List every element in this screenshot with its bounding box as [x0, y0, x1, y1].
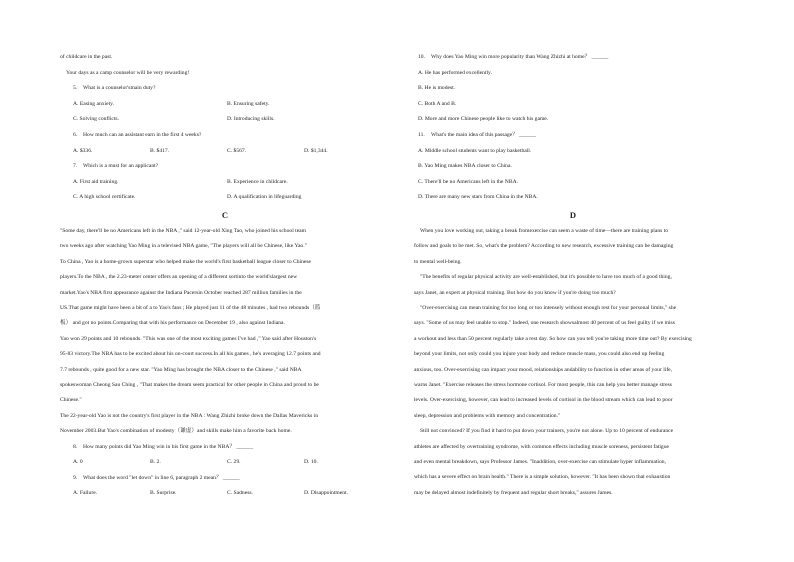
question-9: [60, 471, 390, 487]
passage-line: anxious, too. Over-exercising can impact your mood, relationships andability to function in other areas of your life,: [414, 366, 673, 373]
option: A. First aid training.: [73, 178, 119, 185]
options-6: [60, 144, 390, 160]
passage-line: and even mental breakdown, says Professor James. "Inaddition, over-exercise can stimulate hyper inflammation,: [414, 459, 666, 466]
question-5: [60, 81, 390, 97]
passage-line: When you love working out, taking a break fromexercise can seem a waste of time—there are training plans to: [420, 227, 669, 234]
question-number: 7.: [73, 163, 78, 170]
question-number: 9.: [73, 474, 78, 481]
question-number: 8.: [73, 443, 78, 450]
passage-line: Chinese.": [60, 397, 82, 404]
intro-line: Your days as a camp counselor will be very rewarding!: [66, 69, 190, 76]
option: C. $567.: [227, 147, 247, 154]
section-heading-d: D: [569, 209, 577, 220]
option: D. 10.: [304, 459, 318, 466]
option: B. Ensuring safety.: [227, 100, 270, 107]
passage-line: players.To the NBA , the 2.23-meter center offers an opening of a different sortinto the world'slargest new: [60, 274, 298, 281]
option: B. He is modest.: [418, 85, 456, 92]
passage-line: levels. Over-exercising, however, can lead to increased levels of cortisol in the blood stream which can lead to poor: [414, 397, 673, 404]
section-heading-c: C: [221, 209, 229, 220]
question-text: Which is a must for an applicant?: [83, 163, 159, 170]
option: B. $417.: [150, 147, 170, 154]
passage-line: The 22-year-old Yao is not the country's first player in the NBA : Wang Zhizhi broke down the Dallas Mavericks in: [60, 412, 319, 419]
question-text: Why does Yao Ming win more popularity than Wang Zhizhi at home？ ______: [431, 54, 609, 60]
passage-line: to mental well-being.: [414, 258, 462, 265]
passage-line: To China , Yao is a home-grown superstar who helped make the world's first basketball league closer to Chinese: [60, 258, 312, 265]
option: D. More and more Chinese people like to watch his game.: [418, 116, 549, 123]
passage-line: says. "Some of us may feel unable to stop." Indeed, one research showsalmost 40 percent of us feel guilty if we miss: [414, 320, 675, 327]
left-column: [60, 50, 390, 502]
options-8: [60, 455, 390, 471]
option: B. Surprise.: [150, 490, 177, 497]
options-5: [60, 112, 390, 128]
option: B. Experience in childcare.: [227, 178, 288, 185]
option: C. 29.: [227, 459, 241, 466]
passage-line: may be delayed almost indefinitely by frequent and regular short breaks," assures James.: [414, 489, 613, 496]
passage-line: market.Yao's NBA first appearance against the Indiana Pacersin October reached 287 million families in the: [60, 289, 302, 296]
passage-line: "The benefits of regular physical activity are well-established, but it's possible to have too much of a good thing,: [420, 274, 672, 281]
intro-line: of childcare in the past.: [60, 54, 113, 60]
passage-line: spokeswoman Cheong Sau Ching , "That makes the dream seem practical for other people in China and proud to be: [60, 382, 319, 388]
option: A. Middle school students want to play basketball.: [418, 147, 532, 154]
option: C. Both A and B.: [418, 100, 457, 107]
question-text: How many points did Yao Ming win in his first game in the NBA？ ______: [83, 443, 254, 450]
passage-line: sleep, depression and problems with memory and concentration.": [414, 412, 561, 419]
option: C. Sadness.: [227, 490, 253, 497]
question-7: [60, 159, 390, 175]
passage-line: Still not convinced? If you find it hard to put down your trainers, you're not alone. Up to 10 percent of endurance: [420, 428, 674, 435]
question-number: 5.: [73, 85, 78, 92]
passage-line: warns Janet. "Exercise releases the stress hormone cortisol. For most people, this can help you better manage stress: [414, 382, 672, 388]
passage-line: November 2003.But Yao's combination of modesty（谦虚）and skills make him a favorite back home.: [60, 428, 292, 435]
passage-line: beyond your limits, not only could you injure your body and reduce muscle mass, you could also end up feeling: [414, 351, 665, 358]
option: C. A high school certificate.: [73, 194, 136, 201]
question-11: [414, 128, 732, 144]
passage-line: athletes are affected by overtraining syndrome, with common effects including muscle soreness, persistent fatigue: [414, 443, 670, 450]
option: D. Disappointment.: [304, 490, 348, 497]
option: C. There'll be no Americans left in the NBA.: [418, 178, 519, 185]
passage-line: "Over-exercising can mean training for too long or too intensely without enough rest for your personal limits," she: [420, 304, 677, 311]
passage-line: 95-83 victory.The NBA has to be excited about his on-court success.In all his games , he's averaging 12.7 points and: [60, 351, 321, 358]
passage-line: two weeks ago after watching Yao Ming in a televised NBA game, "The players will all be Chinese, like Yao.": [60, 243, 307, 250]
right-column: [414, 50, 732, 501]
options-9: [60, 486, 390, 502]
passage-line: 7.7 rebounds , quite good for a new star. "Yao Ming has brought the NBA closer to the Chinese ," said NBA: [60, 366, 302, 373]
passage-line: follow and goals to be met. So, what's the problem? According to new research, excessive training can be damaging: [414, 243, 674, 250]
question-6: [60, 128, 390, 144]
option: A. 0: [73, 459, 83, 466]
options-7: [60, 175, 390, 191]
passage-c: [60, 224, 390, 440]
option: C. Solving conflicts.: [73, 116, 119, 123]
passage-line: US.That game might have been a bit of a to Yao's fans ; He played just 11 of the 48 minutes , had two rebounds（篮: [60, 304, 321, 311]
option: D. A qualification in lifeguarding: [227, 194, 302, 201]
question-number: 11.: [418, 131, 425, 138]
question-text: What does the word "let down" in line 6, paragraph 2 mean？ ______: [83, 474, 240, 481]
passage-line: "Some day, there'll be no Americans left in the NBA ," said 12-year-old Xing Tao, who joined his school team: [60, 227, 307, 234]
passage-line: a workout and less than 50 percent regularly take a rest day. So how can you tell you're taking more time out? By exercising: [414, 335, 692, 342]
option: A. Failure.: [73, 490, 98, 497]
options-7: [60, 190, 390, 206]
options-5: [60, 97, 390, 113]
passage-line: 板） and got no points.Comparing that with his performance on December 19 , also against Indiana.: [60, 320, 285, 327]
option: D. $1,344.: [304, 147, 328, 154]
question-text: What is a counselor'smain duty?: [83, 85, 156, 92]
passage-d: [414, 224, 732, 501]
passage-line: Yao won 29 points and 10 rebounds. "This was one of the most exciting games I've had ," Yao said after Houston's: [60, 335, 317, 342]
question-number: 10.: [418, 54, 425, 60]
question-text: How much can an assistant earn in the first 4 weeks?: [83, 131, 202, 138]
option: A. He has performed excellently.: [418, 69, 492, 76]
question-8: [60, 440, 390, 456]
passage-line: which has a severe effect on brain health." There is a simple solution, however. "It has been shown that exhaustion: [414, 474, 671, 481]
question-text: What's the main idea of this passage？ ______: [431, 131, 536, 138]
question-number: 6.: [73, 131, 78, 138]
passage-line: says Janet, an expert at physical training. But how do you know if you're doing too much?: [414, 289, 616, 296]
option: B. Yao Ming makes NBA closer to China.: [418, 163, 512, 170]
option: A. $336.: [73, 147, 93, 154]
question-10: [414, 50, 732, 66]
option: D. There are many new stars from China in the NBA.: [418, 194, 538, 201]
option: D. Introducing skills.: [227, 116, 275, 123]
option: B. 2.: [150, 459, 161, 466]
option: A. Easing anxiety.: [73, 100, 114, 107]
